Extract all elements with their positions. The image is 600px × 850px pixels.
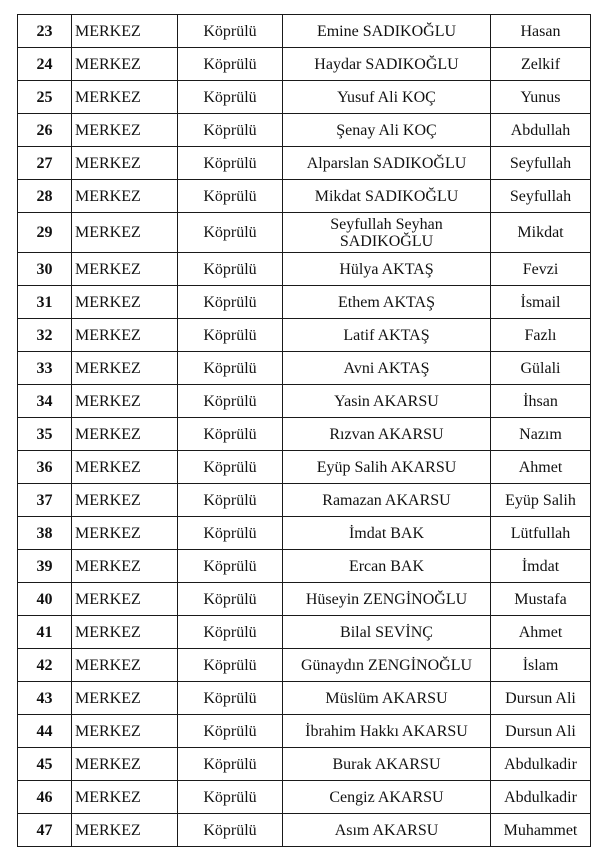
row-number: 38	[18, 517, 72, 550]
district-cell: MERKEZ	[72, 213, 178, 253]
table-row	[18, 418, 591, 451]
village-cell: Köprülü	[178, 715, 283, 748]
father-name-cell: Gülali	[491, 352, 591, 385]
village-cell: Köprülü	[178, 418, 283, 451]
father-name-cell: Abdulkadir	[491, 748, 591, 781]
district-cell: MERKEZ	[72, 385, 178, 418]
father-name-cell: Lütfullah	[491, 517, 591, 550]
district-cell: MERKEZ	[72, 484, 178, 517]
row-number: 34	[18, 385, 72, 418]
table-row	[18, 484, 591, 517]
row-number: 37	[18, 484, 72, 517]
village-cell: Köprülü	[178, 517, 283, 550]
table-row	[18, 583, 591, 616]
name-cell: Haydar SADIKOĞLU	[283, 48, 491, 81]
district-cell: MERKEZ	[72, 517, 178, 550]
table-row	[18, 81, 591, 114]
father-name-cell: Seyfullah	[491, 147, 591, 180]
district-cell: MERKEZ	[72, 147, 178, 180]
table-row	[18, 814, 591, 847]
row-number: 25	[18, 81, 72, 114]
table-row	[18, 649, 591, 682]
document-page	[17, 14, 590, 847]
name-cell: Müslüm AKARSU	[283, 682, 491, 715]
row-number: 47	[18, 814, 72, 847]
father-name-cell: Abdullah	[491, 114, 591, 147]
village-cell: Köprülü	[178, 213, 283, 253]
father-name-cell: Ahmet	[491, 616, 591, 649]
table-row	[18, 517, 591, 550]
name-cell: Alparslan SADIKOĞLU	[283, 147, 491, 180]
table-row	[18, 550, 591, 583]
table-row	[18, 715, 591, 748]
name-cell: Burak AKARSU	[283, 748, 491, 781]
father-name-cell: Ahmet	[491, 451, 591, 484]
village-cell: Köprülü	[178, 114, 283, 147]
village-cell: Köprülü	[178, 781, 283, 814]
row-number: 26	[18, 114, 72, 147]
father-name-cell: Hasan	[491, 15, 591, 48]
table-row	[18, 319, 591, 352]
row-number: 39	[18, 550, 72, 583]
father-name-cell: Yunus	[491, 81, 591, 114]
name-cell: Bilal SEVİNÇ	[283, 616, 491, 649]
village-cell: Köprülü	[178, 319, 283, 352]
table-row	[18, 213, 591, 253]
name-cell: Avni AKTAŞ	[283, 352, 491, 385]
table-row	[18, 451, 591, 484]
name-cell: Latif AKTAŞ	[283, 319, 491, 352]
row-number: 23	[18, 15, 72, 48]
father-name-cell: İsmail	[491, 286, 591, 319]
district-cell: MERKEZ	[72, 352, 178, 385]
roster-table	[17, 14, 591, 847]
name-cell: İmdat BAK	[283, 517, 491, 550]
village-cell: Köprülü	[178, 451, 283, 484]
father-name-cell: Dursun Ali	[491, 682, 591, 715]
table-row	[18, 748, 591, 781]
row-number: 44	[18, 715, 72, 748]
district-cell: MERKEZ	[72, 649, 178, 682]
row-number: 42	[18, 649, 72, 682]
row-number: 29	[18, 213, 72, 253]
father-name-cell: Fazlı	[491, 319, 591, 352]
district-cell: MERKEZ	[72, 253, 178, 286]
father-name-cell: İhsan	[491, 385, 591, 418]
row-number: 32	[18, 319, 72, 352]
table-row	[18, 253, 591, 286]
row-number: 46	[18, 781, 72, 814]
name-cell: Ramazan AKARSU	[283, 484, 491, 517]
name-cell: Hülya AKTAŞ	[283, 253, 491, 286]
village-cell: Köprülü	[178, 147, 283, 180]
father-name-cell: Seyfullah	[491, 180, 591, 213]
district-cell: MERKEZ	[72, 319, 178, 352]
table-row	[18, 352, 591, 385]
district-cell: MERKEZ	[72, 451, 178, 484]
district-cell: MERKEZ	[72, 418, 178, 451]
district-cell: MERKEZ	[72, 180, 178, 213]
district-cell: MERKEZ	[72, 781, 178, 814]
roster-table-body	[18, 15, 591, 847]
name-cell: Cengiz AKARSU	[283, 781, 491, 814]
father-name-cell: Abdulkadir	[491, 781, 591, 814]
district-cell: MERKEZ	[72, 550, 178, 583]
village-cell: Köprülü	[178, 352, 283, 385]
row-number: 28	[18, 180, 72, 213]
name-cell: Asım AKARSU	[283, 814, 491, 847]
table-row	[18, 114, 591, 147]
district-cell: MERKEZ	[72, 715, 178, 748]
district-cell: MERKEZ	[72, 682, 178, 715]
father-name-cell: Mikdat	[491, 213, 591, 253]
father-name-cell: Zelkif	[491, 48, 591, 81]
father-name-cell: Nazım	[491, 418, 591, 451]
district-cell: MERKEZ	[72, 114, 178, 147]
district-cell: MERKEZ	[72, 616, 178, 649]
father-name-cell: Eyüp Salih	[491, 484, 591, 517]
table-row	[18, 15, 591, 48]
name-cell: Günaydın ZENGİNOĞLU	[283, 649, 491, 682]
village-cell: Köprülü	[178, 748, 283, 781]
district-cell: MERKEZ	[72, 583, 178, 616]
district-cell: MERKEZ	[72, 286, 178, 319]
table-row	[18, 616, 591, 649]
table-row	[18, 180, 591, 213]
row-number: 40	[18, 583, 72, 616]
village-cell: Köprülü	[178, 616, 283, 649]
table-row	[18, 48, 591, 81]
district-cell: MERKEZ	[72, 814, 178, 847]
name-cell: Yusuf Ali KOÇ	[283, 81, 491, 114]
village-cell: Köprülü	[178, 48, 283, 81]
father-name-cell: Fevzi	[491, 253, 591, 286]
name-cell: İbrahim Hakkı AKARSU	[283, 715, 491, 748]
row-number: 24	[18, 48, 72, 81]
village-cell: Köprülü	[178, 550, 283, 583]
name-cell: Ercan BAK	[283, 550, 491, 583]
village-cell: Köprülü	[178, 15, 283, 48]
village-cell: Köprülü	[178, 583, 283, 616]
village-cell: Köprülü	[178, 180, 283, 213]
row-number: 27	[18, 147, 72, 180]
father-name-cell: İslam	[491, 649, 591, 682]
name-cell: Mikdat SADIKOĞLU	[283, 180, 491, 213]
district-cell: MERKEZ	[72, 748, 178, 781]
name-cell: Rızvan AKARSU	[283, 418, 491, 451]
table-row	[18, 385, 591, 418]
name-cell: Eyüp Salih AKARSU	[283, 451, 491, 484]
row-number: 35	[18, 418, 72, 451]
row-number: 36	[18, 451, 72, 484]
father-name-cell: Muhammet	[491, 814, 591, 847]
name-cell: Ethem AKTAŞ	[283, 286, 491, 319]
village-cell: Köprülü	[178, 682, 283, 715]
name-cell: Yasin AKARSU	[283, 385, 491, 418]
district-cell: MERKEZ	[72, 48, 178, 81]
row-number: 31	[18, 286, 72, 319]
village-cell: Köprülü	[178, 253, 283, 286]
village-cell: Köprülü	[178, 649, 283, 682]
village-cell: Köprülü	[178, 484, 283, 517]
name-cell: Hüseyin ZENGİNOĞLU	[283, 583, 491, 616]
row-number: 30	[18, 253, 72, 286]
name-cell: Şenay Ali KOÇ	[283, 114, 491, 147]
row-number: 45	[18, 748, 72, 781]
row-number: 33	[18, 352, 72, 385]
table-row	[18, 147, 591, 180]
table-row	[18, 682, 591, 715]
village-cell: Köprülü	[178, 814, 283, 847]
name-cell: Seyfullah Seyhan SADIKOĞLU	[283, 213, 491, 253]
father-name-cell: Dursun Ali	[491, 715, 591, 748]
row-number: 41	[18, 616, 72, 649]
row-number: 43	[18, 682, 72, 715]
village-cell: Köprülü	[178, 286, 283, 319]
father-name-cell: İmdat	[491, 550, 591, 583]
table-row	[18, 781, 591, 814]
father-name-cell: Mustafa	[491, 583, 591, 616]
village-cell: Köprülü	[178, 81, 283, 114]
district-cell: MERKEZ	[72, 15, 178, 48]
table-row	[18, 286, 591, 319]
village-cell: Köprülü	[178, 385, 283, 418]
name-cell: Emine SADIKOĞLU	[283, 15, 491, 48]
district-cell: MERKEZ	[72, 81, 178, 114]
